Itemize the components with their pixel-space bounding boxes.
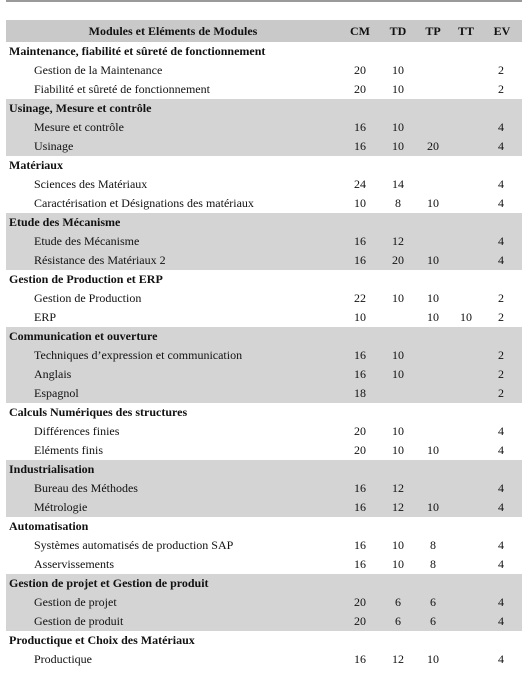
element-row bbox=[6, 555, 522, 574]
element-tp bbox=[416, 346, 450, 365]
element-tt bbox=[450, 80, 482, 99]
element-td: 14 bbox=[392, 177, 404, 191]
header-tp: TP bbox=[416, 20, 450, 42]
header-cm: CM bbox=[340, 20, 380, 42]
element-name: Techniques d’expression et communication bbox=[6, 346, 340, 365]
module-row bbox=[6, 42, 522, 61]
module-row bbox=[6, 574, 522, 593]
element-ev: 2 bbox=[498, 291, 504, 305]
element-name: Systèmes automatisés de production SAP bbox=[34, 538, 234, 552]
element-td: 10 bbox=[392, 557, 404, 571]
element-row bbox=[6, 650, 522, 669]
module-row bbox=[6, 403, 522, 422]
element-ev: 4 bbox=[498, 424, 504, 438]
element-tt bbox=[450, 612, 482, 631]
element-tp: 10 bbox=[427, 291, 439, 305]
header-tt: TT bbox=[450, 20, 482, 42]
element-row bbox=[6, 479, 522, 498]
element-cm: 10 bbox=[354, 310, 366, 324]
element-tt bbox=[450, 289, 482, 308]
element-row bbox=[6, 308, 522, 327]
element-tt bbox=[450, 365, 482, 384]
element-row bbox=[6, 422, 522, 441]
element-name: Asservissements bbox=[34, 557, 114, 571]
element-ev: 4 bbox=[498, 177, 504, 191]
element-td: 10 bbox=[392, 538, 404, 552]
module-title: Usinage, Mesure et contrôle bbox=[6, 99, 522, 118]
module-row bbox=[6, 213, 522, 232]
element-row bbox=[6, 137, 522, 156]
element-ev: 4 bbox=[482, 232, 522, 251]
element-cm: 20 bbox=[354, 82, 366, 96]
element-tp bbox=[416, 80, 450, 99]
element-ev: 2 bbox=[498, 82, 504, 96]
element-name: Différences finies bbox=[34, 424, 120, 438]
element-name: Productique bbox=[34, 652, 92, 666]
module-row bbox=[6, 270, 522, 289]
element-name: Bureau des Méthodes bbox=[6, 479, 340, 498]
element-tp: 8 bbox=[430, 557, 436, 571]
element-tp: 10 bbox=[416, 498, 450, 517]
element-cm: 16 bbox=[354, 538, 366, 552]
module-title: Automatisation bbox=[9, 519, 89, 533]
element-tt bbox=[450, 441, 482, 460]
element-tt bbox=[450, 479, 482, 498]
element-ev: 4 bbox=[482, 612, 522, 631]
element-tp: 6 bbox=[416, 593, 450, 612]
module-row bbox=[6, 460, 522, 479]
element-tt bbox=[450, 650, 482, 669]
element-tp: 10 bbox=[416, 251, 450, 270]
element-td: 12 bbox=[380, 498, 416, 517]
element-td: 10 bbox=[392, 291, 404, 305]
element-row bbox=[6, 194, 522, 213]
element-cm: 18 bbox=[340, 384, 380, 403]
element-tp: 10 bbox=[427, 196, 439, 210]
element-td: 10 bbox=[392, 424, 404, 438]
element-td: 8 bbox=[395, 196, 401, 210]
element-td: 10 bbox=[392, 443, 404, 457]
element-tt bbox=[450, 346, 482, 365]
element-tt: 10 bbox=[460, 310, 472, 324]
module-title: Matériaux bbox=[9, 158, 63, 172]
element-row bbox=[6, 80, 522, 99]
element-name: Métrologie bbox=[6, 498, 340, 517]
element-tp bbox=[416, 479, 450, 498]
element-row bbox=[6, 232, 522, 251]
element-tp bbox=[416, 61, 450, 80]
element-ev: 2 bbox=[482, 384, 522, 403]
modules-table bbox=[6, 20, 522, 669]
element-tp: 8 bbox=[430, 538, 436, 552]
element-row bbox=[6, 365, 522, 384]
element-tp: 6 bbox=[416, 612, 450, 631]
element-td: 10 bbox=[380, 365, 416, 384]
element-cm: 20 bbox=[354, 63, 366, 77]
element-ev: 2 bbox=[498, 310, 504, 324]
element-td: 10 bbox=[392, 82, 404, 96]
modules-table-wrapper bbox=[6, 20, 522, 669]
element-td: 10 bbox=[380, 137, 416, 156]
element-tt bbox=[450, 61, 482, 80]
element-name: Gestion de produit bbox=[6, 612, 340, 631]
element-cm: 20 bbox=[340, 612, 380, 631]
element-td: 6 bbox=[380, 593, 416, 612]
element-td: 10 bbox=[380, 118, 416, 137]
module-row bbox=[6, 156, 522, 175]
element-cm: 20 bbox=[354, 443, 366, 457]
element-ev: 4 bbox=[482, 498, 522, 517]
element-row bbox=[6, 118, 522, 137]
element-cm: 16 bbox=[340, 251, 380, 270]
element-ev: 2 bbox=[482, 365, 522, 384]
element-name: Mesure et contrôle bbox=[6, 118, 340, 137]
element-cm: 22 bbox=[354, 291, 366, 305]
element-name: Usinage bbox=[6, 137, 340, 156]
top-rule bbox=[6, 0, 522, 2]
module-title: Gestion de projet et Gestion de produit bbox=[6, 574, 522, 593]
element-tt bbox=[450, 251, 482, 270]
element-td bbox=[380, 384, 416, 403]
module-title: Etude des Mécanisme bbox=[6, 213, 522, 232]
element-tp bbox=[416, 384, 450, 403]
element-name: Résistance des Matériaux 2 bbox=[6, 251, 340, 270]
element-name: Caractérisation et Désignations des matériaux bbox=[34, 196, 254, 210]
table-body bbox=[6, 42, 522, 669]
element-tt bbox=[450, 384, 482, 403]
element-cm: 16 bbox=[354, 652, 366, 666]
element-cm: 16 bbox=[340, 232, 380, 251]
module-row bbox=[6, 517, 522, 536]
header-row bbox=[6, 20, 522, 42]
element-row bbox=[6, 536, 522, 555]
element-td bbox=[380, 308, 416, 327]
element-name: Anglais bbox=[6, 365, 340, 384]
element-cm: 16 bbox=[340, 118, 380, 137]
element-ev: 4 bbox=[482, 137, 522, 156]
module-title: Gestion de Production et ERP bbox=[9, 272, 163, 286]
element-ev: 4 bbox=[482, 479, 522, 498]
element-ev: 4 bbox=[482, 251, 522, 270]
element-row bbox=[6, 61, 522, 80]
module-row bbox=[6, 327, 522, 346]
element-ev: 2 bbox=[482, 346, 522, 365]
header-ev: EV bbox=[482, 20, 522, 42]
element-td: 12 bbox=[380, 232, 416, 251]
module-title: Industrialisation bbox=[6, 460, 522, 479]
element-row bbox=[6, 346, 522, 365]
element-cm: 16 bbox=[340, 346, 380, 365]
element-ev: 4 bbox=[498, 196, 504, 210]
element-cm: 16 bbox=[340, 365, 380, 384]
element-ev: 4 bbox=[498, 443, 504, 457]
module-title: Maintenance, fiabilité et sûreté de fonctionnement bbox=[9, 44, 266, 58]
element-name: Espagnol bbox=[6, 384, 340, 403]
element-ev: 4 bbox=[482, 593, 522, 612]
element-tt bbox=[450, 118, 482, 137]
element-tp: 20 bbox=[416, 137, 450, 156]
element-tp bbox=[416, 422, 450, 441]
module-title: Calculs Numériques des structures bbox=[9, 405, 188, 419]
element-tp bbox=[416, 232, 450, 251]
element-tt bbox=[450, 555, 482, 574]
element-cm: 10 bbox=[354, 196, 366, 210]
module-row bbox=[6, 99, 522, 118]
element-td: 12 bbox=[380, 479, 416, 498]
element-ev: 4 bbox=[498, 557, 504, 571]
element-tt bbox=[450, 498, 482, 517]
element-td: 10 bbox=[380, 346, 416, 365]
element-tp bbox=[416, 365, 450, 384]
element-tt bbox=[450, 536, 482, 555]
element-tp bbox=[416, 118, 450, 137]
element-name: ERP bbox=[34, 310, 57, 324]
element-name: Gestion de la Maintenance bbox=[34, 63, 163, 77]
element-tt bbox=[450, 137, 482, 156]
element-cm: 16 bbox=[340, 479, 380, 498]
element-ev: 4 bbox=[498, 538, 504, 552]
element-row bbox=[6, 289, 522, 308]
element-tt bbox=[450, 422, 482, 441]
element-tt bbox=[450, 194, 482, 213]
element-cm: 20 bbox=[340, 593, 380, 612]
element-name: Etude des Mécanisme bbox=[6, 232, 340, 251]
element-td: 6 bbox=[380, 612, 416, 631]
element-tt bbox=[450, 593, 482, 612]
module-row bbox=[6, 631, 522, 650]
element-td: 12 bbox=[392, 652, 404, 666]
element-name: Gestion de projet bbox=[6, 593, 340, 612]
element-row bbox=[6, 251, 522, 270]
element-cm: 16 bbox=[340, 137, 380, 156]
element-row bbox=[6, 612, 522, 631]
element-cm: 20 bbox=[354, 424, 366, 438]
module-title: Productique et Choix des Matériaux bbox=[9, 633, 195, 647]
element-cm: 16 bbox=[354, 557, 366, 571]
element-row bbox=[6, 441, 522, 460]
header-td: TD bbox=[380, 20, 416, 42]
element-cm: 24 bbox=[354, 177, 366, 191]
element-name: Gestion de Production bbox=[34, 291, 142, 305]
element-tp bbox=[416, 175, 450, 194]
element-td: 10 bbox=[392, 63, 404, 77]
header-modules: Modules et Eléments de Modules bbox=[6, 20, 340, 42]
element-ev: 4 bbox=[482, 118, 522, 137]
element-row bbox=[6, 498, 522, 517]
element-name: Eléments finis bbox=[34, 443, 103, 457]
element-cm: 16 bbox=[340, 498, 380, 517]
element-name: Fiabilité et sûreté de fonctionnement bbox=[34, 82, 210, 96]
module-title: Communication et ouverture bbox=[6, 327, 522, 346]
element-tt bbox=[450, 232, 482, 251]
element-ev: 2 bbox=[498, 63, 504, 77]
element-tp: 10 bbox=[427, 652, 439, 666]
element-row bbox=[6, 384, 522, 403]
element-tp: 10 bbox=[427, 310, 439, 324]
element-td: 20 bbox=[380, 251, 416, 270]
element-tp: 10 bbox=[427, 443, 439, 457]
element-ev: 4 bbox=[498, 652, 504, 666]
element-row bbox=[6, 175, 522, 194]
element-row bbox=[6, 593, 522, 612]
element-name: Sciences des Matériaux bbox=[34, 177, 148, 191]
element-tt bbox=[450, 175, 482, 194]
